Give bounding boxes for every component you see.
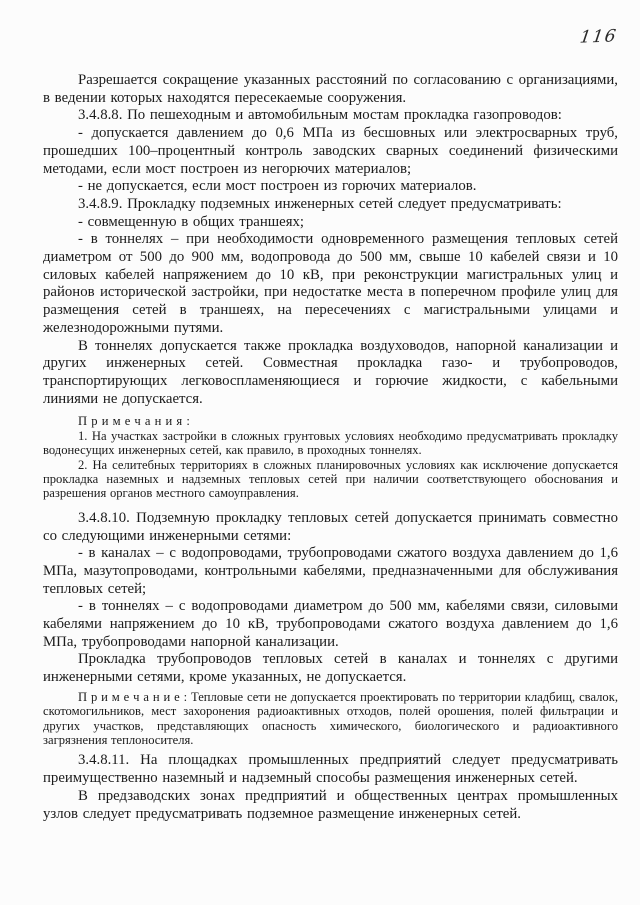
bullet-combined-trenches: - совмещенную в общих траншеях; bbox=[78, 213, 305, 230]
note-2: 2. На селитебных территориях в сложных планировочных условиях как исключение допускается прокладка наземных и надземных тепловых сетей при наличии соответствующего обоснования и разрешения органов местного самоуправления. bbox=[43, 457, 618, 501]
para-underground-placement: В предзаводских зонах предприятий и общественных центрах промышленных узлов следует предусматривать подземное размещение инженерных сетей. bbox=[43, 787, 618, 822]
note-heat-networks: П р и м е ч а н и е : Тепловые сети не допускается проектировать по территории кладбищ, свалок, скотомогильников, мест захоронения радиоактивных отходов, полей орошения, полей фильтрации и других участков, представляющих опасность химического, биологического и радиоактивного загрязнения теплоносителя. bbox=[43, 689, 618, 748]
para-3-4-8-8: 3.4.8.8. По пешеходным и автомобильным мостам прокладка газопроводов: bbox=[78, 107, 562, 124]
bullet-tunnels-networks: - в тоннелях – с водопроводами диаметром до 500 мм, кабелями связи, силовыми кабелями напряжением до 10 кВ, трубопроводами сжатого воздуха давлением до 1,6 МПа, трубопроводами напорной канализации. bbox=[43, 598, 618, 650]
para-3-4-8-10: 3.4.8.10. Подземную прокладку тепловых сетей допускается принимать совместно со следующими инженерными сетями: bbox=[43, 509, 618, 544]
para-no-other-networks: Прокладка трубопроводов тепловых сетей в каналах и тоннелях с другими инженерными сетями, кроме указанных, не допускается. bbox=[43, 651, 618, 686]
bullet-channels: - в каналах – с водопроводами, трубопроводами сжатого воздуха давлением до 1,6 МПа, мазутопроводами, контрольными кабелями, предназначенными для обслуживания тепловых сетей; bbox=[43, 545, 618, 597]
notes-header: П р и м е ч а н и я : bbox=[78, 414, 190, 429]
para-tunnels-additional: В тоннелях допускается также прокладка воздуховодов, напорной канализации и других инженерных сетей. Совместная прокладка газо- и трубопроводов, транспортирующих легковоспламеняющиеся и горючие жидкости, с кабельными линиями не допускается. bbox=[43, 337, 618, 407]
note-1: 1. На участках застройки в сложных грунтовых условиях необходимо предусматривать прокладку водонесущих инженерных сетей, как правило, в проходных тоннелях. bbox=[43, 428, 618, 458]
bullet-tunnels-conditions: - в тоннелях – при необходимости одновременного размещения тепловых сетей диаметром от 500 до 900 мм, водопровода до 500 мм, свыше 10 кабелей связи и 10 силовых кабелей напряжением до 10 кВ, при реконструкции магистральных улиц и районов исторической застройки, при недостатке места в поперечном профиле улиц для размещения сетей в траншеях, на пересечениях с магистральными улицами и железнодорожными путями. bbox=[43, 231, 618, 336]
bullet-gas-pressure-allowed: - допускается давлением до 0,6 МПа из бесшовных или электросварных труб, прошедших 100–процентный контроль заводских сварных соединений физическими методами, если мост построен из негорючих материалов; bbox=[43, 125, 618, 177]
bullet-gas-not-allowed: - не допускается, если мост построен из горючих материалов. bbox=[78, 178, 477, 195]
para-3-4-8-11: 3.4.8.11. На площадках промышленных предприятий следует предусматривать преимущественно наземный и надземный способы размещения инженерных сетей. bbox=[43, 752, 618, 787]
para-distance-reduction: Разрешается сокращение указанных расстояний по согласованию с организациями, в ведении которых находятся пересекаемые сооружения. bbox=[43, 72, 618, 106]
document-body bbox=[43, 0, 618, 823]
handwritten-page-number: 116 bbox=[578, 26, 619, 48]
para-3-4-8-9: 3.4.8.9. Прокладку подземных инженерных сетей следует предусматривать: bbox=[78, 195, 562, 212]
